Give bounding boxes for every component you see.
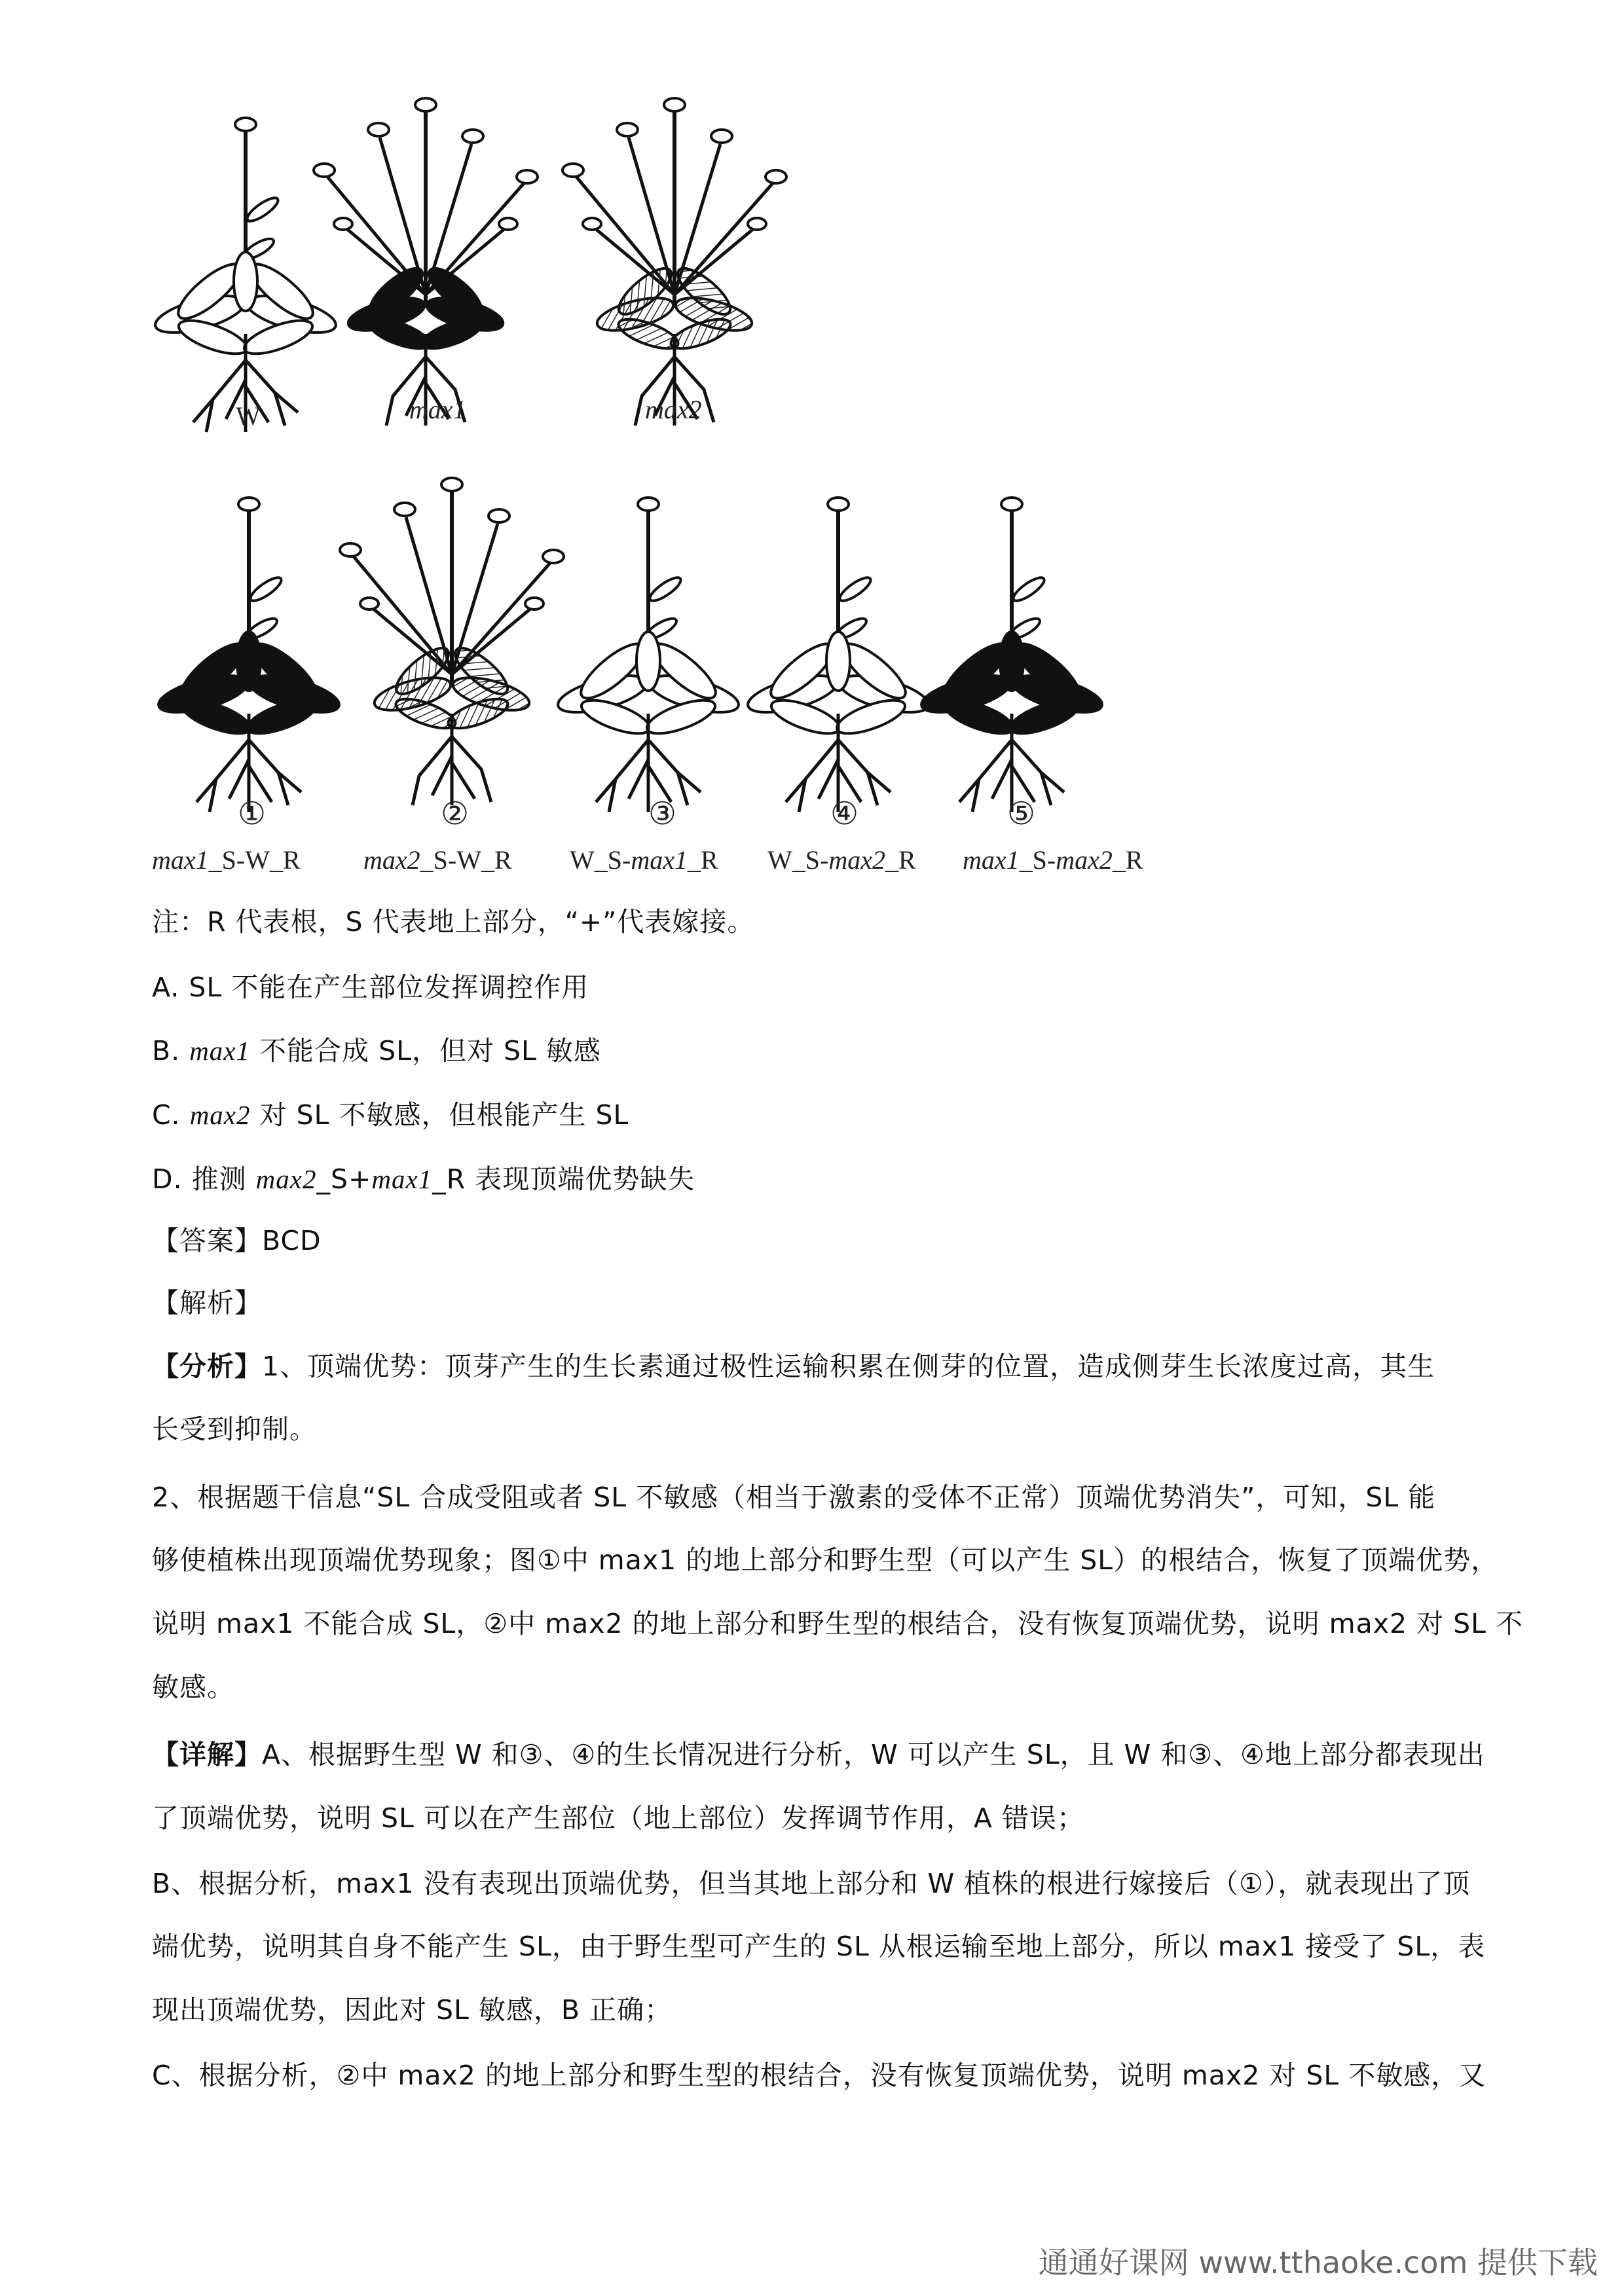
option-c: C. max2 对 SL 不敏感，但根能产生 SL bbox=[152, 1099, 629, 1131]
plants-illustration bbox=[0, 0, 1624, 890]
option-d: D. 推测 max2_S+max1_R 表现顶端优势缺失 bbox=[152, 1163, 695, 1195]
number-1: ① bbox=[238, 795, 267, 832]
analysis-para2-line1: 2、根据题干信息“SL 合成受阻或者 SL 不敏感（相当于激素的受体不正常）顶端优势消失”，可知，SL 能 bbox=[152, 1482, 1436, 1513]
label-graft-2: max2_S-W_R bbox=[363, 845, 512, 875]
label-graft-3: W_S-max1_R bbox=[570, 845, 718, 875]
plant-graft-1 bbox=[155, 498, 343, 812]
label-graft-5: max1_S-max2_R bbox=[963, 845, 1143, 875]
detail-b-line3: 现出顶端优势，因此对 SL 敏感，B 正确； bbox=[152, 1994, 673, 2026]
label-w: W bbox=[236, 401, 261, 431]
analysis-para1-line2: 长受到抑制。 bbox=[152, 1413, 317, 1445]
label-max1: max1 bbox=[409, 395, 466, 424]
option-b: B. max1 不能合成 SL，但对 SL 敏感 bbox=[152, 1035, 601, 1066]
plant-w bbox=[152, 118, 340, 432]
plant-graft-4 bbox=[745, 498, 932, 812]
footer-watermark: 通通好课网 www.tthaoke.com 提供下载 bbox=[1038, 2245, 1598, 2280]
number-3: ③ bbox=[648, 795, 677, 832]
plant-graft-2 bbox=[340, 478, 564, 805]
answer: 【答案】BCD bbox=[152, 1225, 322, 1256]
label-graft-4: W_S-max2_R bbox=[767, 845, 916, 875]
analysis-heading: 【解析】 bbox=[152, 1287, 262, 1319]
analysis-para2-line4: 敏感。 bbox=[152, 1671, 234, 1703]
analysis-para2-line3: 说明 max1 不能合成 SL，②中 max2 的地上部分和野生型的根结合，没有恢复顶端优势，说明 max2 对 SL 不 bbox=[152, 1608, 1524, 1639]
label-graft-1: max1_S-W_R bbox=[152, 845, 301, 875]
analysis-para1-line1: 【分析】1、顶端优势：顶芽产生的生长素通过极性运输积累在侧芽的位置，造成侧芽生长浓度过高，其生 bbox=[152, 1351, 1435, 1382]
option-a: A. SL 不能在产生部位发挥调控作用 bbox=[152, 972, 589, 1003]
plant-graft-3 bbox=[555, 498, 743, 812]
detail-b-line1: B、根据分析，max1 没有表现出顶端优势，但当其地上部分和 W 植株的根进行嫁接后（①），就表现出了顶 bbox=[152, 1868, 1471, 1899]
detail-a-line2: 了顶端优势，说明 SL 可以在产生部位（地上部位）发挥调节作用，A 错误； bbox=[152, 1802, 1085, 1834]
detail-a-line1: 【详解】A、根据野生型 W 和③、④的生长情况进行分析，W 可以产生 SL，且 W 和③、④地上部分都表现出 bbox=[152, 1739, 1485, 1770]
detail-b-line2: 端优势，说明其自身不能产生 SL，由于野生型可产生的 SL 从根运输至地上部分，所以 max1 接受了 SL，表 bbox=[152, 1931, 1486, 1962]
detail-c-line1: C、根据分析，②中 max2 的地上部分和野生型的根结合，没有恢复顶端优势，说明 max2 对 SL 不敏感，又 bbox=[152, 2060, 1486, 2091]
label-max2: max2 bbox=[645, 395, 702, 424]
number-2: ② bbox=[441, 795, 470, 832]
grafting-figure bbox=[0, 0, 1624, 890]
analysis-para2-line2: 够使植株出现顶端优势现象；图①中 max1 的地上部分和野生型（可以产生 SL）的根结合，恢复了顶端优势， bbox=[152, 1544, 1499, 1576]
plant-max2 bbox=[563, 98, 786, 426]
plant-max1 bbox=[314, 98, 538, 426]
plant-graft-5 bbox=[918, 498, 1106, 812]
figure-note: 注：R 代表根，S 代表地上部分，“+”代表嫁接。 bbox=[152, 906, 755, 938]
number-4: ④ bbox=[830, 795, 859, 832]
number-5: ⑤ bbox=[1007, 795, 1036, 832]
